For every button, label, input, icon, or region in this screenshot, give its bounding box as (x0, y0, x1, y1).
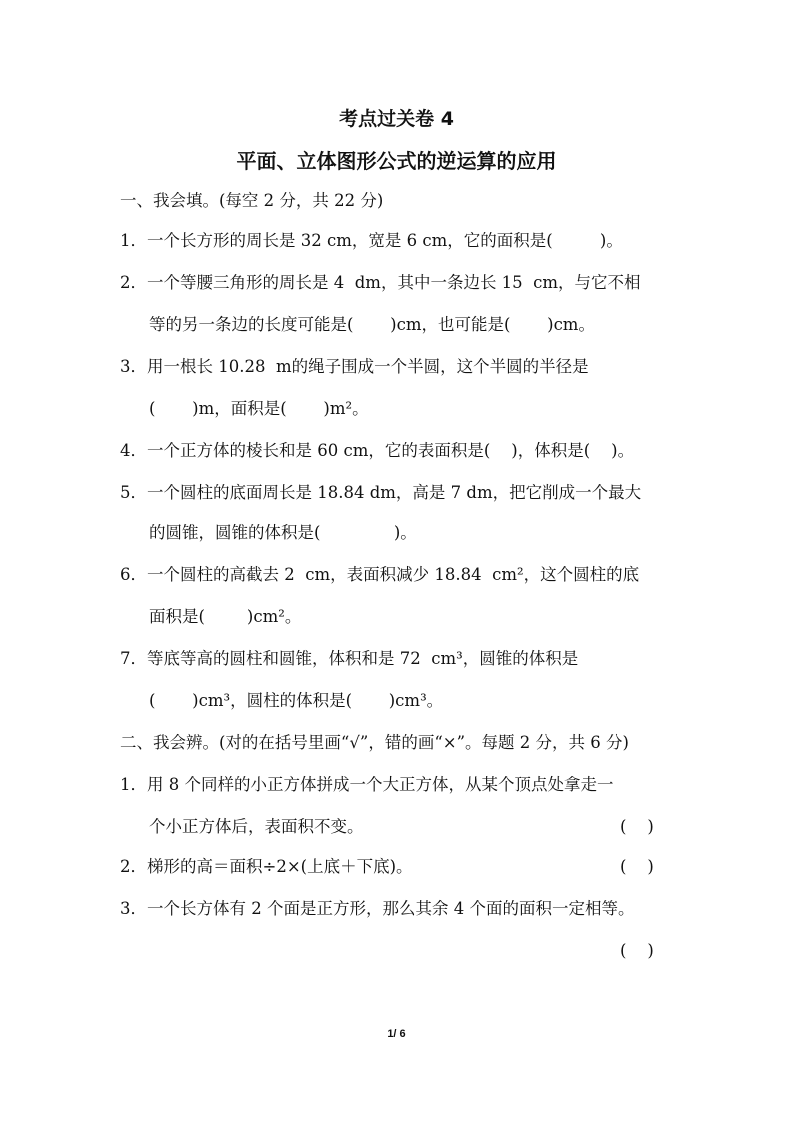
question-line: 1．用 8 个同样的小正方体拼成一个大正方体，从某个顶点处拿走一 (120, 775, 614, 794)
question-line: 的圆锥，圆锥的体积是( )。 (149, 523, 417, 542)
page-title: 考点过关卷 4 (339, 108, 454, 130)
question-line: 5．一个圆柱的底面周长是 18.84 dm，高是 7 dm，把它削成一个最大 (120, 483, 642, 502)
question-line: 3．一个长方体有 2 个面是正方形，那么其余 4 个面的面积一定相等。 (120, 899, 635, 918)
answer-paren: ( ) (620, 857, 654, 876)
question-line: 7．等底等高的圆柱和圆锥，体积和是 72 cm³，圆锥的体积是 (120, 649, 579, 668)
section-1-heading: 一、我会填。(每空 2 分，共 22 分) (120, 191, 384, 210)
question-line: 4．一个正方体的棱长和是 60 cm，它的表面积是( )，体积是( )。 (120, 441, 635, 460)
page-number: 1/ 6 (387, 1028, 406, 1040)
question-line: 2．梯形的高＝面积÷2×(上底＋下底)。 (120, 857, 413, 876)
question-line: 等的另一条边的长度可能是( )cm，也可能是( )cm。 (149, 315, 595, 334)
question-line: 面积是( )cm²。 (149, 607, 302, 626)
question-line: 3．用一根长 10.28 m的绳子围成一个半圆，这个半圆的半径是 (120, 357, 589, 376)
page-subtitle: 平面、立体图形公式的逆运算的应用 (236, 149, 557, 173)
question-line: 2．一个等腰三角形的周长是 4 dm，其中一条边长 15 cm，与它不相 (120, 273, 641, 292)
question-line: ( )m，面积是( )m²。 (149, 399, 369, 418)
question-line: ( )cm³，圆柱的体积是( )cm³。 (149, 691, 444, 710)
section-2-heading: 二、我会辨。(对的在括号里画“√”，错的画“×”。每题 2 分，共 6 分) (120, 733, 629, 752)
answer-paren: ( ) (620, 941, 654, 960)
answer-paren: ( ) (620, 817, 654, 836)
question-line: 6．一个圆柱的高截去 2 cm，表面积减少 18.84 cm²，这个圆柱的底 (120, 565, 640, 584)
question-line: 1．一个长方形的周长是 32 cm，宽是 6 cm，它的面积是( )。 (120, 231, 623, 250)
question-line: 个小正方体后，表面积不变。 (149, 817, 364, 836)
